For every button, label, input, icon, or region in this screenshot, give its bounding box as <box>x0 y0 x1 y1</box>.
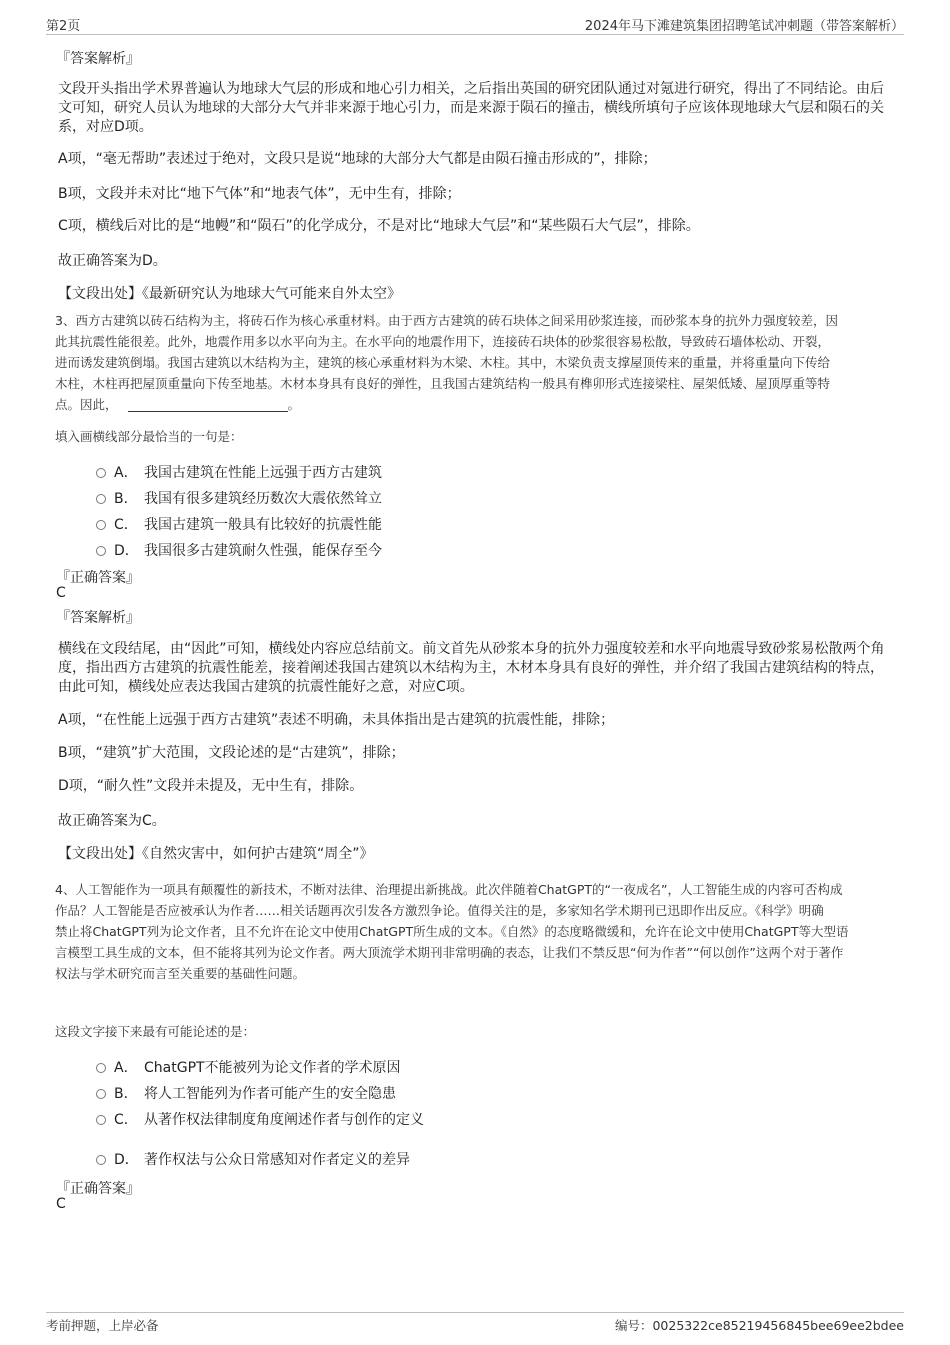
stem-line: 言模型工具生成的文本，但不能将其列为论文作者。两大顶流学术期刊非常明确的表态，让我们不禁反思“何为作者”“何以创作”这两个对于著作 <box>55 945 844 960</box>
stem-line: 木柱，木柱再把屋顶重量向下传至地基。木材本身具有良好的弹性，且我国古建筑结构一般具有榫卯形式连接梁柱、屋架低矮、屋顶厚重等特 <box>55 376 831 391</box>
radio-icon[interactable] <box>96 1089 106 1099</box>
option-b[interactable]: B． 将人工智能列为作者可能产生的安全隐患 <box>96 1083 396 1103</box>
correct-answer-label: 『正确答案』 <box>56 1181 140 1197</box>
stem-line: 禁止将ChatGPT列为论文作者，且不允许在论文中使用ChatGPT所生成的文本。《自然》的态度略微缓和，允许在论文中使用ChatGPT等大型语 <box>55 924 849 939</box>
question-4-stem <box>55 879 893 984</box>
option-d[interactable]: D． 著作权法与公众日常感知对作者定义的差异 <box>96 1149 410 1169</box>
option-c[interactable]: C． 我国古建筑一般具有比较好的抗震性能 <box>96 514 382 534</box>
stem-line: 此其抗震性能很差。此外，地震作用多以水平向为主。在水平向的地震作用下，连接砖石块体的砂浆很容易松散，导致砖石墙体松动、开裂， <box>55 334 831 349</box>
stem-line: 作品？人工智能是否应被承认为作者……相关话题再次引发各方激烈争论。值得关注的是，多家知名学术期刊已迅即作出反应。《科学》明确 <box>55 903 824 918</box>
page-number: 第2页 <box>46 19 81 34</box>
option-c[interactable]: C． 从著作权法律制度角度阐述作者与创作的定义 <box>96 1109 424 1129</box>
radio-icon[interactable] <box>96 494 106 504</box>
page-footer <box>46 1312 904 1335</box>
option-a-note: A项，“毫无帮助”表述过于绝对，文段只是说“地球的大部分大气都是由陨石撞击形成的”，排除； <box>58 151 657 167</box>
option-d-note: D项，“耐久性”文段并未提及，无中生有，排除。 <box>58 778 364 794</box>
option-c-note: C项，横线后对比的是“地幔”和“陨石”的化学成分，不是对比“地球大气层”和“某些陨石大气层”，排除。 <box>58 218 700 234</box>
document-title: 2024年马下滩建筑集团招聘笔试冲刺题（带答案解析） <box>584 19 904 34</box>
option-a[interactable]: A． 我国古建筑在性能上远强于西方古建筑 <box>96 462 382 482</box>
source-citation: 【文段出处】《最新研究认为地球大气可能来自外太空》 <box>58 286 401 302</box>
footer-slogan: 考前押题，上岸必备 <box>46 1318 159 1333</box>
option-b-note: B项，“建筑”扩大范围，文段论述的是“古建筑”，排除； <box>58 745 405 761</box>
option-b[interactable]: B． 我国有很多建筑经历数次大震依然耸立 <box>96 488 382 508</box>
correct-answer: C <box>56 1196 66 1212</box>
option-b-note: B项，文段并未对比“地下气体”和“地表气体”，无中生有，排除； <box>58 186 461 202</box>
correct-answer: C <box>56 585 66 601</box>
page-header <box>46 14 904 35</box>
document-code: 编号：0025322ce85219456845bee69ee2bdee <box>614 1318 904 1333</box>
radio-icon[interactable] <box>96 468 106 478</box>
stem-line: 进而诱发建筑倒塌。我国古建筑以木结构为主，建筑的核心承重材料为木梁、木柱。其中，木梁负责支撑屋顶传来的重量，并将重量向下传给 <box>55 355 831 370</box>
radio-icon[interactable] <box>96 520 106 530</box>
question-3-prompt: 填入画横线部分最恰当的一句是： <box>55 429 243 444</box>
option-a[interactable]: A． ChatGPT不能被列为论文作者的学术原因 <box>96 1057 401 1077</box>
analysis-label: 『答案解析』 <box>56 610 140 626</box>
analysis-text: 文段开头指出学术界普遍认为地球大气层的形成和地心引力相关，之后指出英国的研究团队通过对氪进行研究，得出了不同结论。由后文可知，研究人员认为地球的大部分大气并非来源于地心引力，而是来源于陨石的撞击，横线所填句子应该体现地球大气层和陨石的关系，对应D项。 <box>58 81 884 135</box>
radio-icon[interactable] <box>96 1155 106 1165</box>
conclusion: 故正确答案为C。 <box>58 813 166 829</box>
stem-line: 3、西方古建筑以砖石结构为主，将砖石作为核心承重材料。由于西方古建筑的砖石块体之间采用砂浆连接，而砂浆本身的抗外力强度较差，因 <box>55 313 838 328</box>
radio-icon[interactable] <box>96 1063 106 1073</box>
stem-line: 点。因此， 。 <box>55 397 301 412</box>
conclusion: 故正确答案为D。 <box>58 253 167 269</box>
source-citation: 【文段出处】《自然灾害中，如何护古建筑“周全”》 <box>58 846 374 862</box>
radio-icon[interactable] <box>96 546 106 556</box>
question-4-prompt: 这段文字接下来最有可能论述的是： <box>55 1024 256 1039</box>
answer-blank <box>128 399 288 412</box>
correct-answer-label: 『正确答案』 <box>56 570 140 586</box>
radio-icon[interactable] <box>96 1115 106 1125</box>
analysis-label: 『答案解析』 <box>56 51 140 67</box>
option-a-note: A项，“在性能上远强于西方古建筑”表述不明确，未具体指出是古建筑的抗震性能，排除； <box>58 712 615 728</box>
option-d[interactable]: D． 我国很多古建筑耐久性强，能保存至今 <box>96 540 382 560</box>
analysis-text: 横线在文段结尾，由“因此”可知，横线处内容应总结前文。前文首先从砂浆本身的抗外力强度较差和水平向地震导致砂浆易松散两个角度，指出西方古建筑的抗震性能差，接着阐述我国古建筑以木结构为主，木材本身具有良好的弹性，并介绍了我国古建筑结构的特点，由此可知，横线处应表达我国古建筑的抗震性能好之意，对应C项。 <box>58 641 885 695</box>
question-3-stem <box>55 310 893 415</box>
stem-line: 权法与学术研究而言至关重要的基础性问题。 <box>55 966 306 981</box>
stem-line: 4、人工智能作为一项具有颠覆性的新技术，不断对法律、治理提出新挑战。此次伴随着ChatGPT的“一夜成名”，人工智能生成的内容可否构成 <box>55 882 843 897</box>
